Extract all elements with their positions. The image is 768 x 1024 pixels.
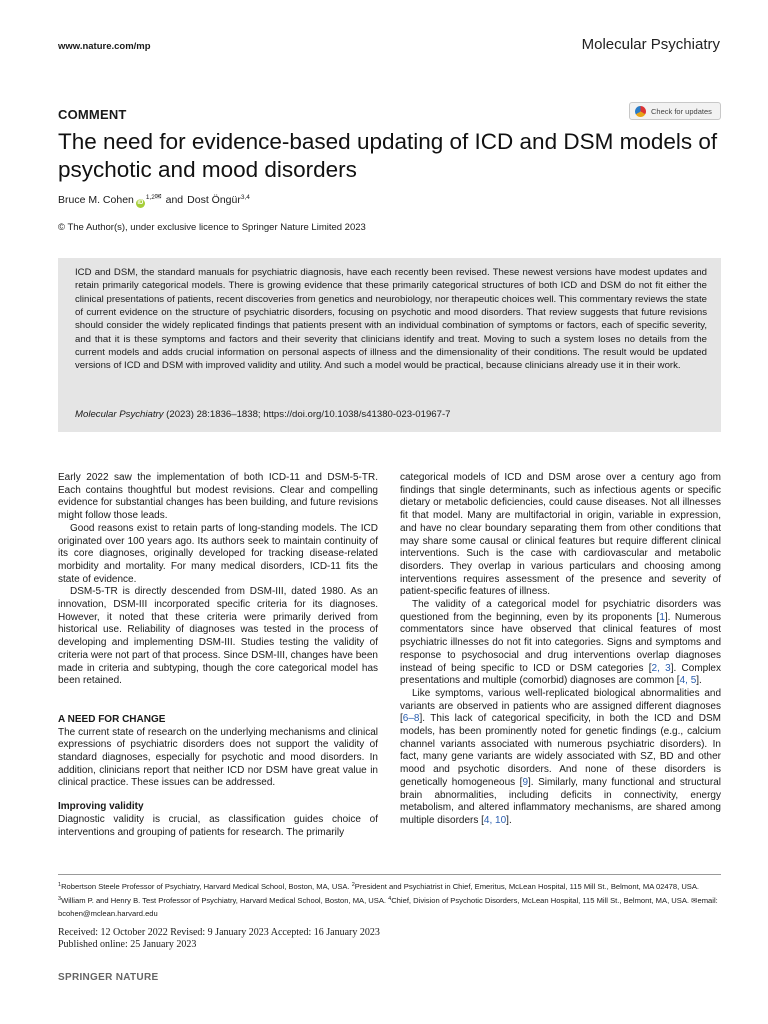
footnote-divider: [58, 874, 721, 875]
published-date: Published online: 25 January 2023: [58, 939, 197, 951]
paragraph: Early 2022 saw the implementation of both ICD-11 and DSM-5-TR. Each contains thoughtful but modest revisions. Clear and compelling evidence for substantial changes has been building, and future revisions might follow those leads.: [58, 472, 378, 522]
email-icon[interactable]: ✉: [154, 192, 162, 201]
check-updates-icon: [635, 106, 646, 117]
article-dates: [58, 927, 380, 952]
author-list: [58, 194, 250, 207]
article-type: COMMENT: [58, 107, 127, 122]
reference-link[interactable]: 4, 5: [679, 675, 697, 687]
author-name[interactable]: Bruce M. Cohen: [58, 194, 134, 206]
subsection-heading: Improving validity: [58, 801, 144, 813]
author-conjunction: and: [165, 194, 184, 206]
citation-line: [75, 409, 451, 420]
email-icon: ✉: [691, 895, 698, 905]
paragraph: Good reasons exist to retain parts of long-standing models. The ICD originated over 100 years ago. Its authors seek to maintain continuity of its core diagnoses, originally developed for tracking disease-related morbidity and mortality. For many medical disorders, ICD-11 fits the state of evidence.: [58, 522, 378, 585]
citation-details[interactable]: (2023) 28:1836–1838; https://doi.org/10.1038/s41380-023-01967-7: [163, 409, 451, 420]
paragraph: The validity of a categorical model for psychiatric disorders was questioned from the beginning, even by its proponents [1]. Numerous commentators since have observed that clinical features of most psychiatric illnesses do not fit into categories. Signs and symptoms and response to psychosocial and drug interventions overlap diagnoses instead of being specific to ICD or DSM categories [2, 3]. Complex presentations and multiple (comorbid) diagnoses are common [4, 5].: [400, 599, 722, 687]
body-column-left: [58, 472, 378, 839]
abstract-text: ICD and DSM, the standard manuals for psychiatric diagnosis, have each recently been revised. These newest versions have modest updates and retain primarily categorical models. There is growing evidence that these primarily categorical structures of both ICD and DSM do not fit either the clinical presentations of patients, recent discoveries from genetics and neurobiology, nor therapeutic choices well. This commentary reviews the state of current evidence on the structure of psychiatric disorders, focusing on psychotic and mood disorders. That review suggests that future revisions should consider the widely replicated findings that patients present with an individual combination of symptoms or factors, each of specific severity, and that it is these symptoms and factors and their severity that clinicians identify and treat. Moving to such a system loses no details from the current models and adds crucial information on personal aspects of illness and the dimensionality of their conditions. The result would be updated versions of ICD and DSM with improved validity and utility. And such a model would be practical, because clinicians already use it in their work.: [75, 267, 707, 372]
section-heading: A NEED FOR CHANGE: [58, 713, 166, 725]
paragraph: Diagnostic validity is crucial, as classification guides choice of interventions and grouping of patients for research. The primarily: [58, 813, 378, 838]
author-affiliation-sup: 3,4: [240, 194, 250, 201]
email-address[interactable]: email: bcohen@mclean.harvard.edu: [58, 895, 718, 919]
site-url[interactable]: www.nature.com/mp: [58, 41, 151, 52]
check-updates-label: Check for updates: [651, 106, 712, 116]
reference-link[interactable]: 4, 10: [483, 814, 507, 826]
body-column-right: [400, 472, 721, 828]
publisher-logo: SPRINGER NATURE: [58, 972, 159, 983]
article-title: The need for evidence-based updating of ICD and DSM models of psychotic and mood disorders: [58, 129, 718, 182]
author-affiliation-sup: 1,2: [145, 194, 155, 201]
paragraph: DSM-5-TR is directly descended from DSM-III, dated 1980. As an innovation, DSM-III incorporated specific criteria for its diagnoses. However, it noted that these criteria were primarily derived from historical use. Reliability of diagnoses was tested in the process of developing and implementing DSM-III. Studies testing the validity of criteria were not part of that process. Since DSM-III, changes have been made in criteria and subtyping, though the core categorical model has been retained.: [58, 586, 378, 687]
reference-link[interactable]: 1: [659, 611, 665, 623]
copyright-line: © The Author(s), under exclusive licence to Springer Nature Limited 2023: [58, 222, 366, 233]
check-for-updates-button[interactable]: [629, 102, 721, 120]
paragraph: Like symptoms, various well-replicated biological abnormalities and variants are observed in patients who are assigned different diagnoses [6–8]. This lack of categorical specificity, in both the ICD and DSM models, has been prominently noted for genetic findings (e.g., calcium channel variants associated with numerous psychiatric disorders). In fact, many gene variants are widely associated with SZ, BD and other mood and psychotic disorders. And none of these disorders is genetically homogeneous [9]. Similarly, many functional and structural brain abnormalities, including deficits in connectivity, energy metabolism, and altered inflammatory mechanisms, are shared among multiple disorders [4, 10].: [400, 687, 721, 826]
paragraph: categorical models of ICD and DSM arose over a century ago from findings that single determinants, such as infectious agents or specific dietary or metabolic deficiencies, could cause diseases. Not all illnesses fit that model. Many are multifactorial in origin, variable in expression, and have no clear boundary separating them from other conditions that may share some causal or clinical features but require different clinical interventions. Such is the case with cardiovascular and metabolic disorders. They overlap in various particulars and choosing among interventions requires assessment of the presence and severity of patient-specific features of illness.: [400, 472, 721, 598]
received-dates: Received: 12 October 2022 Revised: 9 January 2023 Accepted: 16 January 2023: [58, 927, 380, 938]
citation-journal: Molecular Psychiatry: [75, 409, 164, 420]
author-name[interactable]: Dost Öngür: [187, 194, 241, 206]
orcid-icon[interactable]: iD: [137, 200, 144, 206]
affiliations: $^1$Robertson Steele Professor of Psychiatry, Harvard Medical School, Boston, MA, USA. $^2$President and Psychiatrist in Chief, Emeritus, McLean Hospital, 115 Mill St., Belmont, MA 02478, USA. $^3$William P. and Henry B. Test Professor of Psychiatry, Harvard Medical School, Boston, MA, USA. $^4$Chief, Division of Psychotic Disorders, McLean Hospital, 115 Mill St., Belmont, MA, USA. ✉email: bcohen@mclean.harvard.edu: [58, 882, 718, 919]
reference-link[interactable]: 2, 3: [651, 662, 671, 674]
reference-link[interactable]: 6–8: [402, 713, 420, 725]
reference-link[interactable]: 9: [522, 776, 528, 788]
journal-name: Molecular Psychiatry: [581, 36, 720, 53]
paragraph: The current state of research on the underlying mechanisms and clinical expressions of psychiatric disorders does not support the validity of standard diagnoses, especially for psychotic and mood disorders. In addition, clinicians report that neither ICD nor DSM have great value in clinical practice. These issues can be addressed.: [58, 726, 378, 789]
